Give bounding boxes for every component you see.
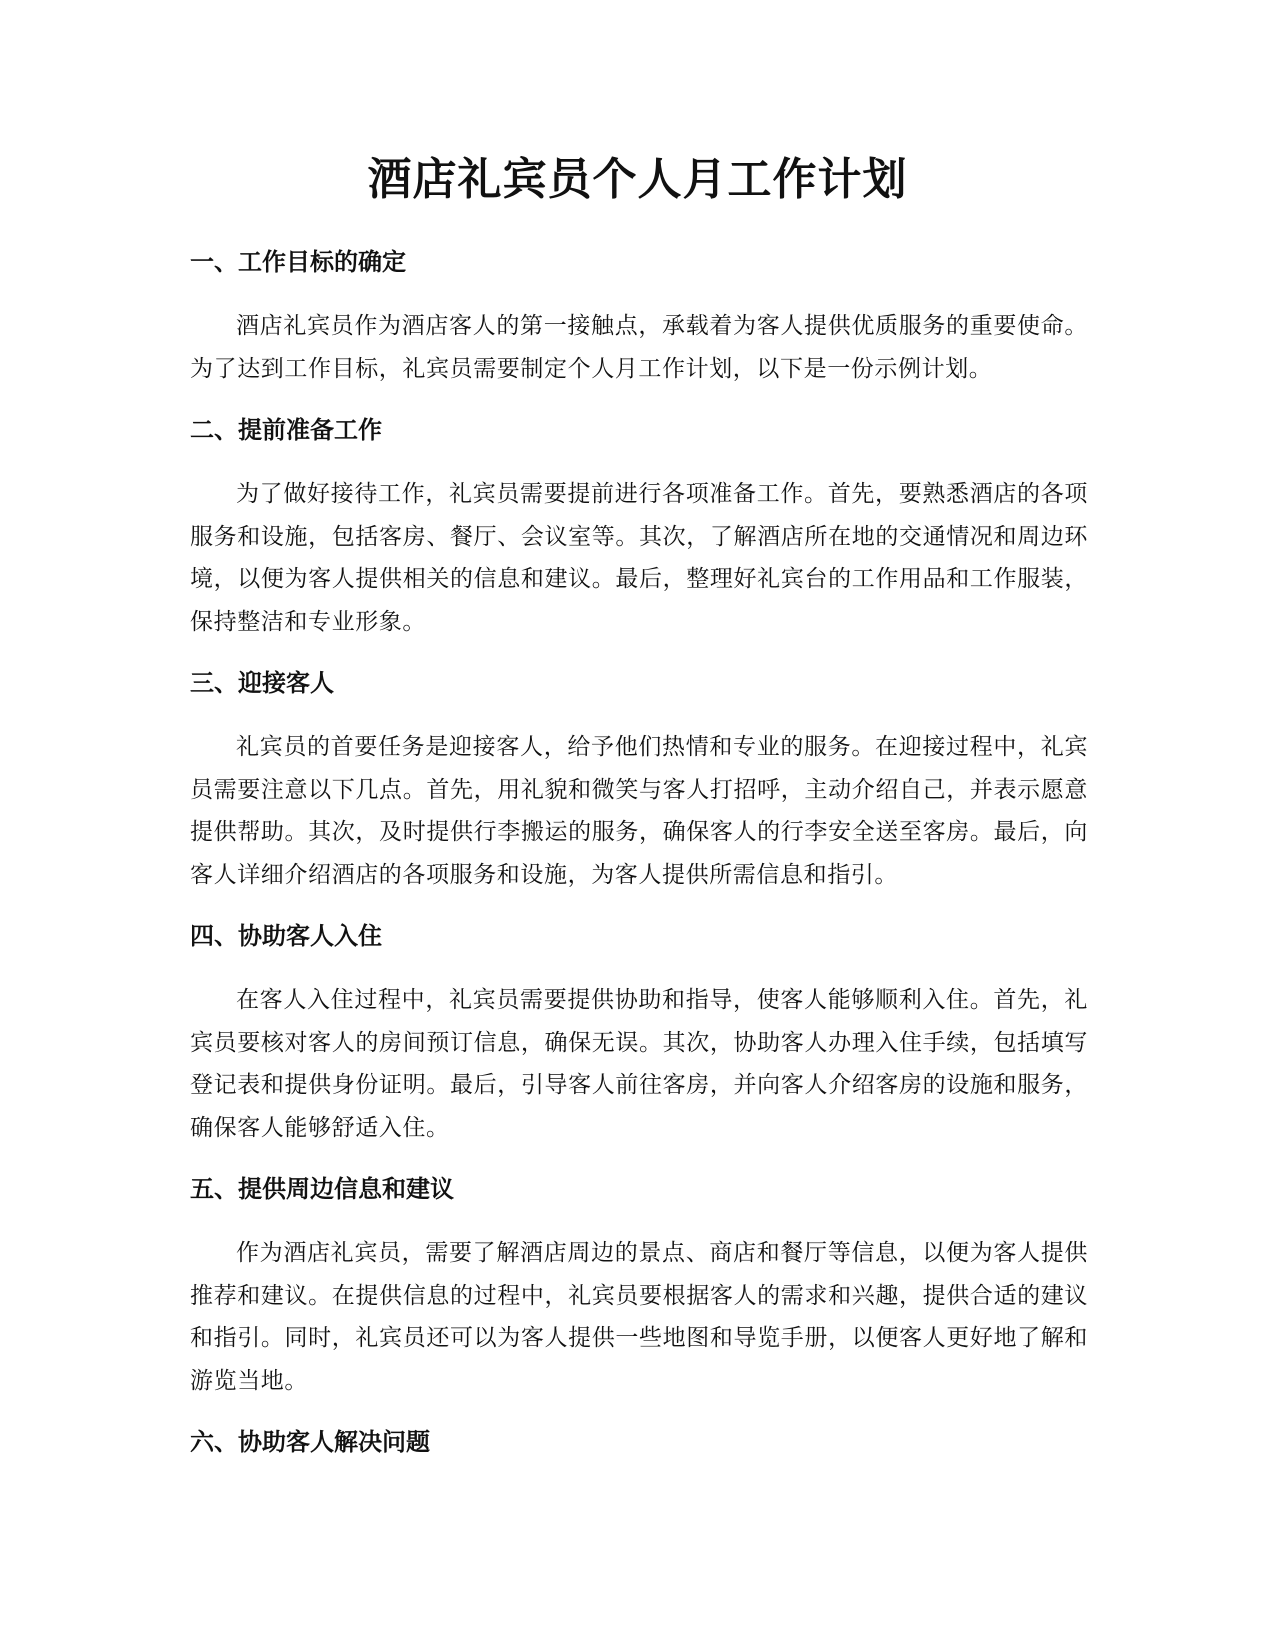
section-paragraph: 在客人入住过程中，礼宾员需要提供协助和指导，使客人能够顺利入住。首先，礼宾员要核对客人的房间预订信息，确保无误。其次，协助客人办理入住手续，包括填写登记表和提供身份证明。最后，引导客人前往客房，并向客人介绍客房的设施和服务，确保客人能够舒适入住。	[190, 987, 1088, 1141]
section-heading: 二、提前准备工作	[190, 416, 382, 444]
section-paragraph: 为了做好接待工作，礼宾员需要提前进行各项准备工作。首先，要熟悉酒店的各项服务和设施，包括客房、餐厅、会议室等。其次，了解酒店所在地的交通情况和周边环境，以便为客人提供相关的信息和建议。最后，整理好礼宾台的工作用品和工作服装，保持整洁和专业形象。	[190, 481, 1088, 635]
section-heading: 四、协助客人入住	[190, 922, 382, 950]
section-heading: 一、工作目标的确定	[190, 248, 406, 276]
section-heading: 六、协助客人解决问题	[190, 1428, 430, 1456]
section-checkin	[190, 920, 1088, 1149]
section-paragraph: 作为酒店礼宾员，需要了解酒店周边的景点、商店和餐厅等信息，以便为客人提供推荐和建议。在提供信息的过程中，礼宾员要根据客人的需求和兴趣，提供合适的建议和指引。同时，礼宾员还可以为客人提供一些地图和导览手册，以便客人更好地了解和游览当地。	[190, 1240, 1088, 1394]
section-goal	[190, 246, 1088, 390]
section-greeting	[190, 667, 1088, 896]
section-preparation	[190, 414, 1088, 643]
section-paragraph: 酒店礼宾员作为酒店客人的第一接触点，承载着为客人提供优质服务的重要使命。为了达到工作目标，礼宾员需要制定个人月工作计划，以下是一份示例计划。	[190, 313, 1088, 382]
section-problem-solving	[190, 1426, 1088, 1458]
section-heading: 三、迎接客人	[190, 669, 334, 697]
section-paragraph: 礼宾员的首要任务是迎接客人，给予他们热情和专业的服务。在迎接过程中，礼宾员需要注意以下几点。首先，用礼貌和微笑与客人打招呼，主动介绍自己，并表示愿意提供帮助。其次，及时提供行李搬运的服务，确保客人的行李安全送至客房。最后，向客人详细介绍酒店的各项服务和设施，为客人提供所需信息和指引。	[190, 734, 1088, 888]
section-local-info	[190, 1173, 1088, 1402]
document-title: 酒店礼宾员个人月工作计划	[367, 154, 908, 205]
document-content	[190, 246, 1088, 1485]
section-heading: 五、提供周边信息和建议	[190, 1175, 454, 1203]
